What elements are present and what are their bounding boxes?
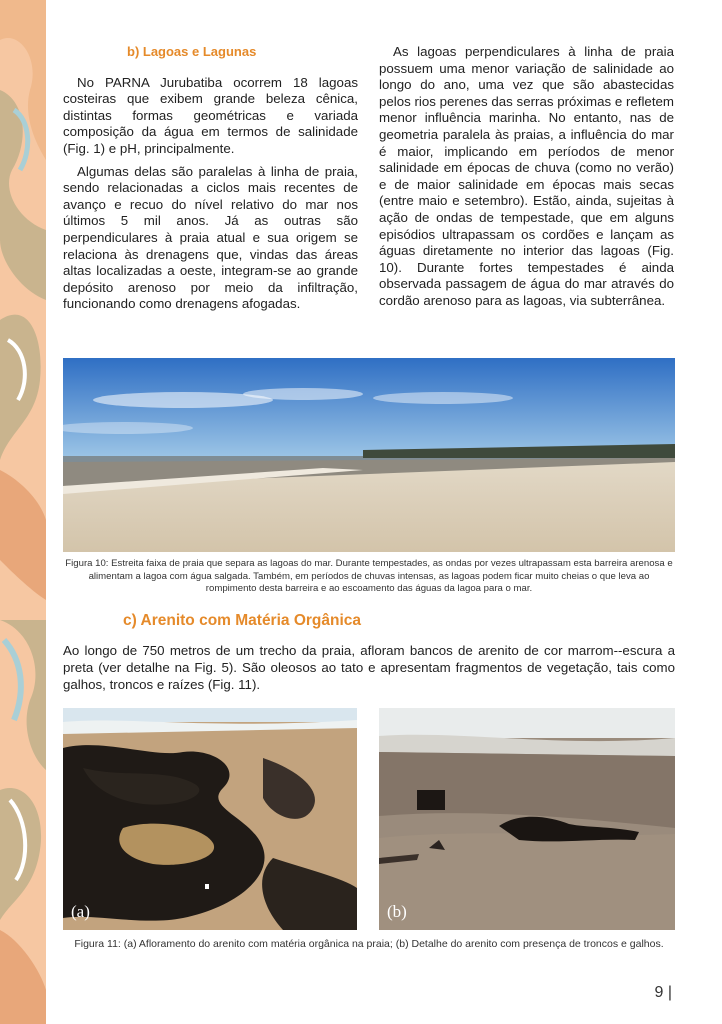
decorative-side-strip [0,0,46,1024]
page-number: 9 | [654,984,672,1001]
figure-11b-label: (b) [387,902,407,921]
figure-11b-photo [379,708,675,930]
section-b-heading: b) Lagoas e Lagunas [127,44,257,59]
text-column-left [63,44,358,319]
figure-11a-photo [63,708,357,930]
section-c-paragraph: Ao longo de 750 metros de um trecho da praia, afloram bancos de arenito de cor marrom--escura a preta (ver detalhe na Fig. 5). São oleosos ao tato e apresentam fragmentos de vegetação, tais como galhos, troncos e raízes (Fig. 11). [63,643,675,692]
figure-11a-label: (a) [71,902,90,921]
section-b-paragraph-2: Algumas delas são paralelas à linha de praia, sendo relacionadas a ciclos mais recentes de avanço e recuo do nível relativo do mar nos últimos 5 mil anos. Já as outras são perpendiculares à praia atual e sua origem se relaciona às drenagens que, vindas das áreas altas localizadas a oeste, integram-se ao grande depósito arenoso por meio da infiltração, funcionando como drenagens afogadas. [63,163,358,312]
section-b-paragraph-3: As lagoas perpendiculares à linha de praia possuem uma menor variação de salinidade ao longo do ano, uma vez que são abastecidas pelos rios perenes das serras próximas e refletem menor influência marinha. No entanto, nas de geometria paralela às praias, a influência do mar é maior, implicando em períodos de menor salinidade em épocas de chuva (como no verão) e de maior salinidade em épocas mais secas (entre maio e setembro). Estão, ainda, sujeitas à ação de ondas de tempestade, que em alguns episódios ultrapassam os cordões e lançam as águas diretamente no interior das lagoas (Fig. 10). Durante fortes tempestades é ainda observada passagem de água do mar através do cordão arenoso para as lagoas, via subterrânea. [379,44,674,308]
section-c-heading: c) Arenito com Matéria Orgânica [123,612,362,629]
text-column-right [379,44,674,316]
page-content [63,0,675,1024]
figure-10-beach-photo [63,358,675,552]
figure-11-caption: Figura 11: (a) Afloramento do arenito com matéria orgânica na praia; (b) Detalhe do arenito com presença de troncos e galhos. [74,938,664,950]
section-b-paragraph-1: No PARNA Jurubatiba ocorrem 18 lagoas costeiras que exibem grande beleza cênica, distintas formas geométricas e variada composição da água em termos de salinidade (Fig. 1) e pH, principalmente. [63,74,358,156]
figure-10-caption: Figura 10: Estreita faixa de praia que separa as lagoas do mar. Durante tempestades, as ondas por vezes ultrapassam esta barreira arenosa e alimentam a lagoa com água salgada. Também, em períodos de chuvas intensas, as lagoas podem ficar muito cheias o que leva ao rompimento desta barreira e ao escoamento das águas da lagoa para o mar. [65,558,673,595]
